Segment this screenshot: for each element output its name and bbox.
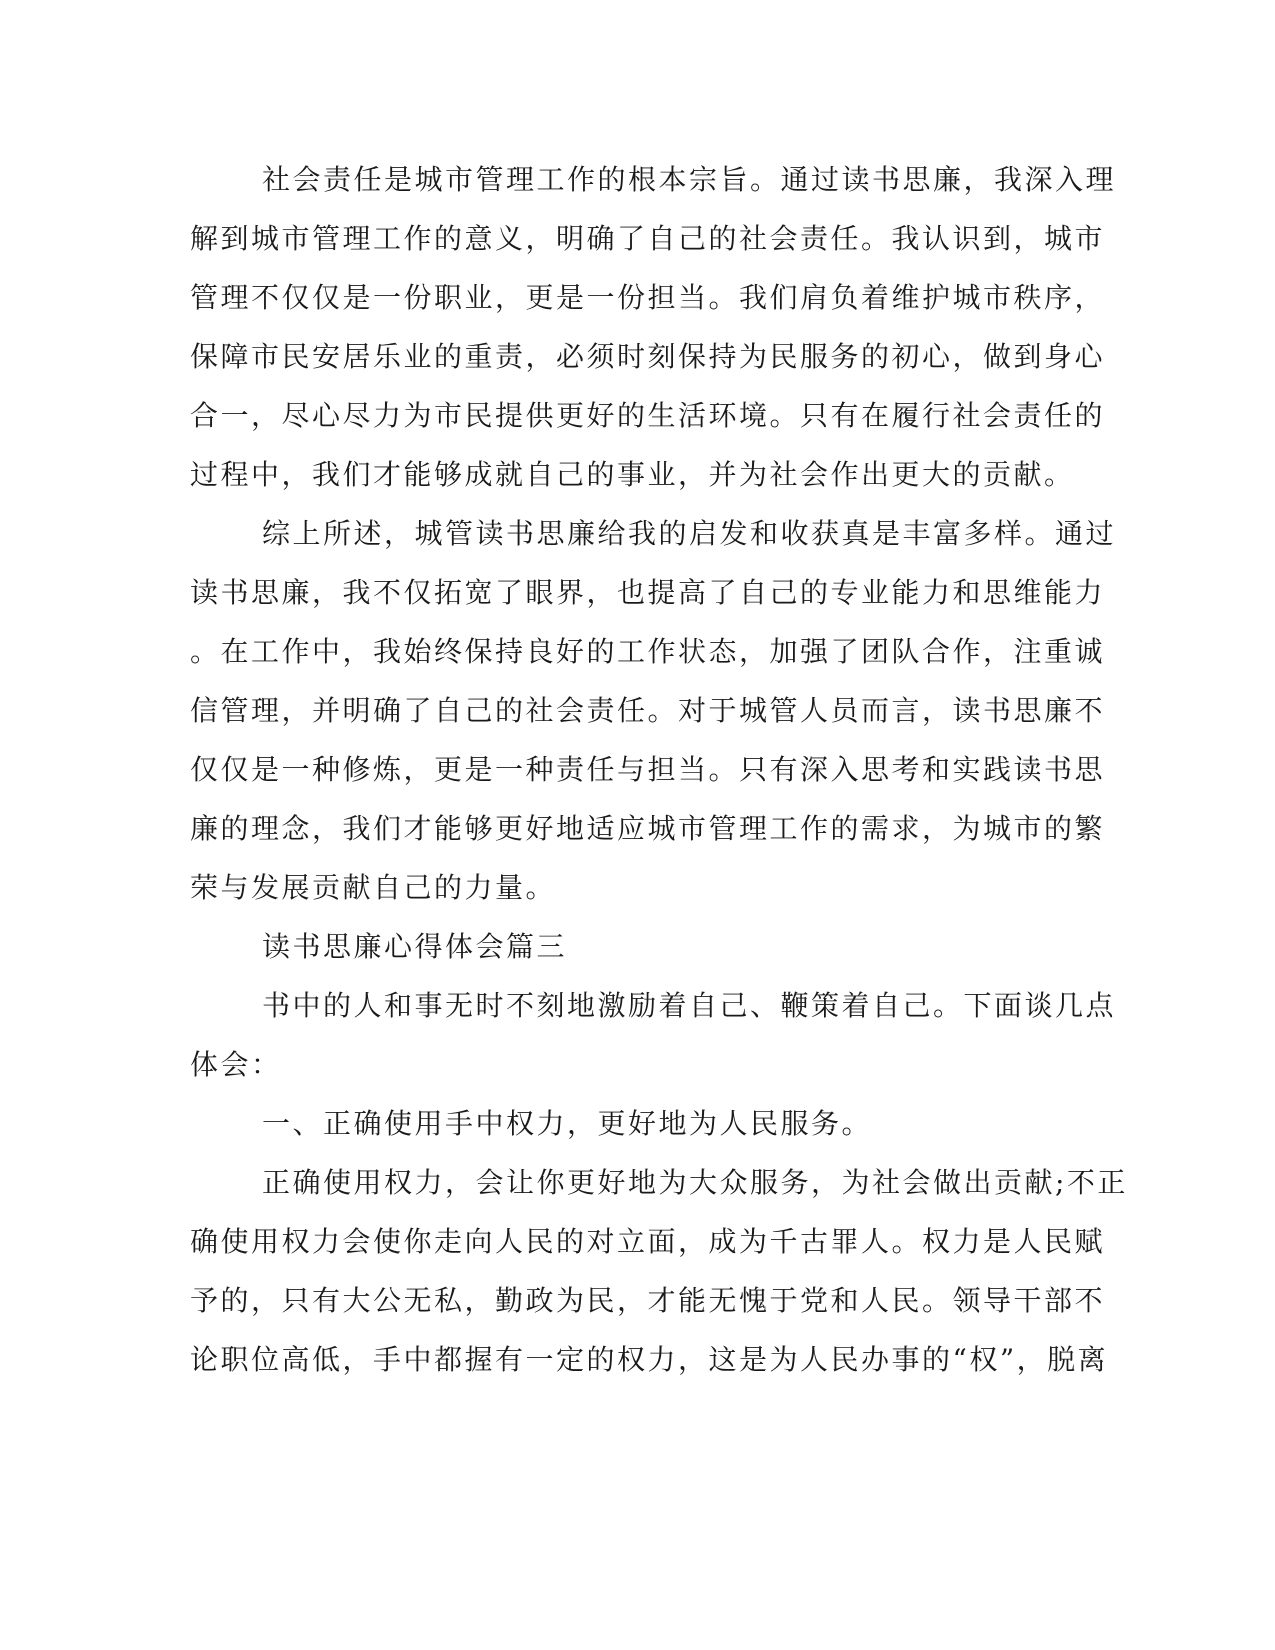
paragraph-line: 仅仅是一种修炼，更是一种责任与担当。只有深入思考和实践读书思 <box>190 753 1106 786</box>
paragraph-line: 过程中，我们才能够成就自己的事业，并为社会作出更大的贡献。 <box>190 458 1075 491</box>
point-heading: 一、正确使用手中权力，更好地为人民服务。 <box>262 1107 873 1140</box>
paragraph-line: 确使用权力会使你走向人民的对立面，成为千古罪人。权力是人民赋 <box>190 1225 1106 1258</box>
paragraph-line: 廉的理念，我们才能够更好地适应城市管理工作的需求，为城市的繁 <box>190 812 1106 845</box>
paragraph-line: 。在工作中，我始终保持良好的工作状态，加强了团队合作，注重诚 <box>190 635 1106 668</box>
paragraph-line: 合一，尽心尽力为市民提供更好的生活环境。只有在履行社会责任的 <box>190 399 1106 432</box>
paragraph-line: 体会： <box>190 1048 282 1081</box>
section-heading: 读书思廉心得体会篇三 <box>262 930 568 963</box>
paragraph-line: 正确使用权力，会让你更好地为大众服务，为社会做出贡献;不正 <box>262 1166 1128 1199</box>
paragraph-line: 论职位高低，手中都握有一定的权力，这是为人民办事的“权”，脱离 <box>190 1343 1109 1376</box>
paragraph-line: 综上所述，城管读书思廉给我的启发和收获真是丰富多样。通过 <box>262 517 1117 550</box>
paragraph-line: 荣与发展贡献自己的力量。 <box>190 871 557 904</box>
paragraph-line: 读书思廉，我不仅拓宽了眼界，也提高了自己的专业能力和思维能力 <box>190 576 1106 609</box>
paragraph-line: 信管理，并明确了自己的社会责任。对于城管人员而言，读书思廉不 <box>190 694 1106 727</box>
paragraph-line: 管理不仅仅是一份职业，更是一份担当。我们肩负着维护城市秩序， <box>190 281 1106 314</box>
paragraph-line: 予的，只有大公无私，勤政为民，才能无愧于党和人民。领导干部不 <box>190 1284 1106 1317</box>
paragraph-line: 书中的人和事无时不刻地激励着自己、鞭策着自己。下面谈几点 <box>262 989 1117 1022</box>
paragraph-line: 解到城市管理工作的意义，明确了自己的社会责任。我认识到，城市 <box>190 222 1106 255</box>
paragraph-line: 社会责任是城市管理工作的根本宗旨。通过读书思廉，我深入理 <box>262 163 1117 196</box>
paragraph-line: 保障市民安居乐业的重责，必须时刻保持为民服务的初心，做到身心 <box>190 340 1106 373</box>
